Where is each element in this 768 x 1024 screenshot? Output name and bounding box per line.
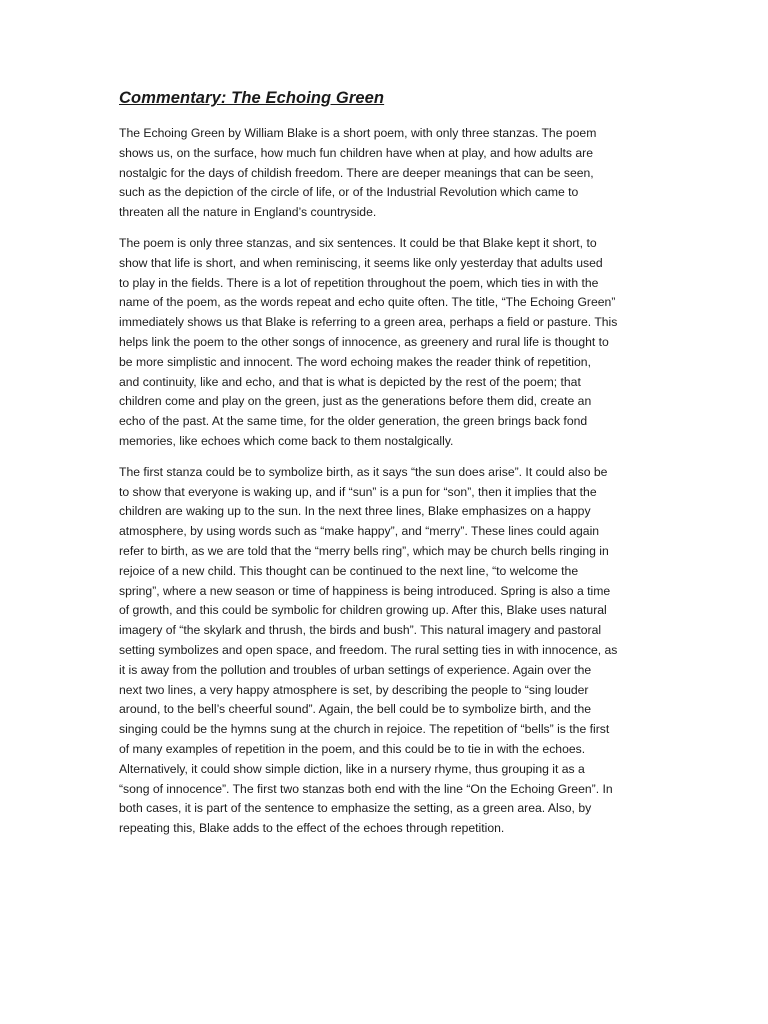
text-line: imagery of “the skylark and thrush, the birds and bush”. This natural imagery and pastoral — [119, 623, 602, 638]
text-line: and continuity, like and echo, and that is what is depicted by the rest of the poem; that — [119, 374, 581, 389]
text-line: name of the poem, as the words repeat and echo quite often. The title, “The Echoing Green” — [119, 295, 616, 310]
text-line: both cases, it is part of the sentence to emphasize the setting, as a green area. Also, by — [119, 801, 592, 816]
text-line: show that life is short, and when reminiscing, it seems like only yesterday that adults used — [119, 255, 603, 270]
text-line: threaten all the nature in England’s countryside. — [119, 205, 377, 220]
paragraph — [119, 234, 658, 452]
document-title: Commentary: The Echoing Green — [119, 89, 385, 107]
text-line: memories, like echoes which come back to them nostalgically. — [119, 433, 454, 448]
text-line: singing could be the hymns sung at the church in rejoice. The repetition of “bells” is the first — [119, 722, 610, 737]
text-line: children are waking up to the sun. In the next three lines, Blake emphasizes on a happy — [119, 504, 591, 519]
paragraph — [119, 463, 658, 839]
text-line: The poem is only three stanzas, and six sentences. It could be that Blake kept it short, to — [119, 235, 597, 250]
text-line: next two lines, a very happy atmosphere is set, by describing the people to “sing louder — [119, 682, 589, 697]
text-line: echo of the past. At the same time, for the older generation, the green brings back fond — [119, 414, 588, 429]
text-line: immediately shows us that Blake is referring to a green area, perhaps a field or pasture. This — [119, 315, 618, 330]
text-line: setting symbolizes and open space, and freedom. The rural setting ties in with innocence, as — [119, 642, 618, 657]
text-line: be more simplistic and innocent. The word echoing makes the reader think of repetition, — [119, 354, 591, 369]
text-line: “song of innocence”. The first two stanzas both end with the line “On the Echoing Green”. In — [119, 781, 613, 796]
text-line: nostalgic for the days of childish freedom. There are deeper meanings that can be seen, — [119, 165, 594, 180]
text-line: Alternatively, it could show simple diction, like in a nursery rhyme, thus grouping it as a — [119, 761, 585, 776]
text-line: children come and play on the green, just as the generations before them did, create an — [119, 394, 592, 409]
text-line: refer to birth, as we are told that the “merry bells ring”, which may be church bells ringing in — [119, 543, 609, 558]
text-line: it is away from the pollution and troubles of urban settings of experience. Again over the — [119, 662, 592, 677]
text-line: rejoice of a new child. This thought can be continued to the next line, “to welcome the — [119, 563, 579, 578]
text-line: The first stanza could be to symbolize birth, as it says “the sun does arise”. It could also be — [119, 464, 608, 479]
text-line: of growth, and this could be symbolic for children growing up. After this, Blake uses natural — [119, 603, 607, 618]
text-line: repeating this, Blake adds to the effect of the echoes through repetition. — [119, 821, 505, 836]
text-line: to show that everyone is waking up, and if “sun” is a pun for “son”, then it implies that the — [119, 484, 597, 499]
text-line: helps link the poem to the other songs of innocence, as greenery and rural life is thought to — [119, 334, 609, 349]
text-line: to play in the fields. There is a lot of repetition throughout the poem, which ties in with the — [119, 275, 599, 290]
text-line: of many examples of repetition in the poem, and this could be to tie in with the echoes. — [119, 741, 586, 756]
text-line: spring”, where a new season or time of happiness is being introduced. Spring is also a time — [119, 583, 611, 598]
document-body — [119, 124, 658, 839]
text-line: such as the depiction of the circle of life, or of the Industrial Revolution which came to — [119, 185, 579, 200]
paragraph — [119, 124, 658, 223]
text-line: shows us, on the surface, how much fun children have when at play, and how adults are — [119, 145, 594, 160]
text-line: around, to the bell’s cheerful sound”. Again, the bell could be to symbolize birth, and the — [119, 702, 592, 717]
text-line: The Echoing Green by William Blake is a short poem, with only three stanzas. The poem — [119, 126, 597, 140]
text-line: atmosphere, by using words such as “make happy”, and “merry”. These lines could again — [119, 524, 600, 539]
